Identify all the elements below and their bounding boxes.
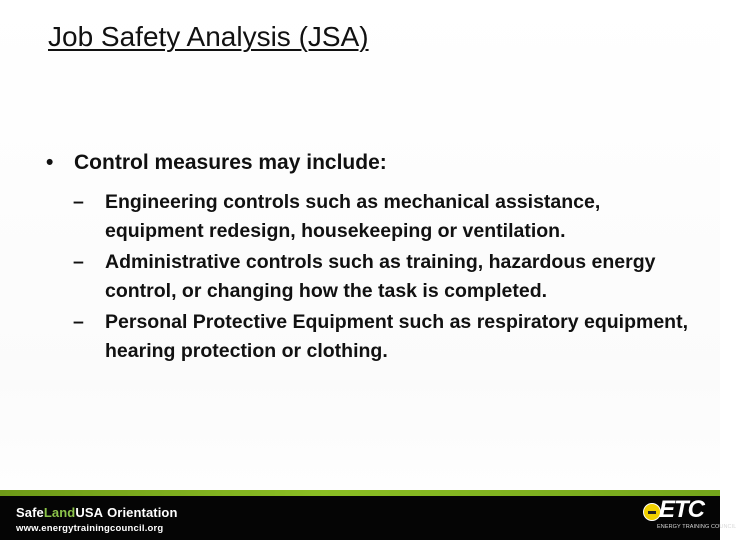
- footer-accent-stripe: [0, 490, 720, 496]
- slide-title: Job Safety Analysis (JSA): [48, 21, 369, 52]
- etc-logo-icon: [643, 496, 736, 535]
- sub-bullet-item: [73, 248, 693, 306]
- main-bullet: [46, 146, 387, 180]
- sub-bullet-item: [73, 308, 693, 366]
- etc-logo-subtext: ENERGY TRAINING COUNCIL: [657, 524, 736, 530]
- sub-bullet-list: [73, 188, 693, 368]
- dash-icon: –: [73, 191, 84, 213]
- sub-bullet-text: Engineering controls such as mechanical assistance, equipment redesign, housekeeping or ventilation.: [105, 191, 601, 242]
- footer-brand-usa: USA: [75, 505, 104, 520]
- footer-brand-orientation: Orientation: [107, 505, 178, 520]
- bullet-icon: •: [46, 151, 54, 174]
- sub-bullet-text: Personal Protective Equipment such as respiratory equipment, hearing protection or clothing.: [105, 311, 689, 362]
- etc-logo-text: ETC: [659, 496, 704, 523]
- footer-band: [0, 490, 736, 540]
- footer-website: www.energytrainingcouncil.org: [16, 523, 164, 534]
- footer-brand: [16, 505, 178, 520]
- sub-bullet-item: [73, 188, 693, 246]
- dash-icon: –: [73, 311, 84, 333]
- footer-brand-safe: Safe: [16, 505, 44, 520]
- main-bullet-text: Control measures may include:: [74, 151, 387, 174]
- dash-icon: –: [73, 251, 84, 273]
- sub-bullet-text: Administrative controls such as training, hazardous energy control, or changing how the task is completed.: [105, 251, 656, 302]
- footer-brand-land: Land: [43, 505, 76, 520]
